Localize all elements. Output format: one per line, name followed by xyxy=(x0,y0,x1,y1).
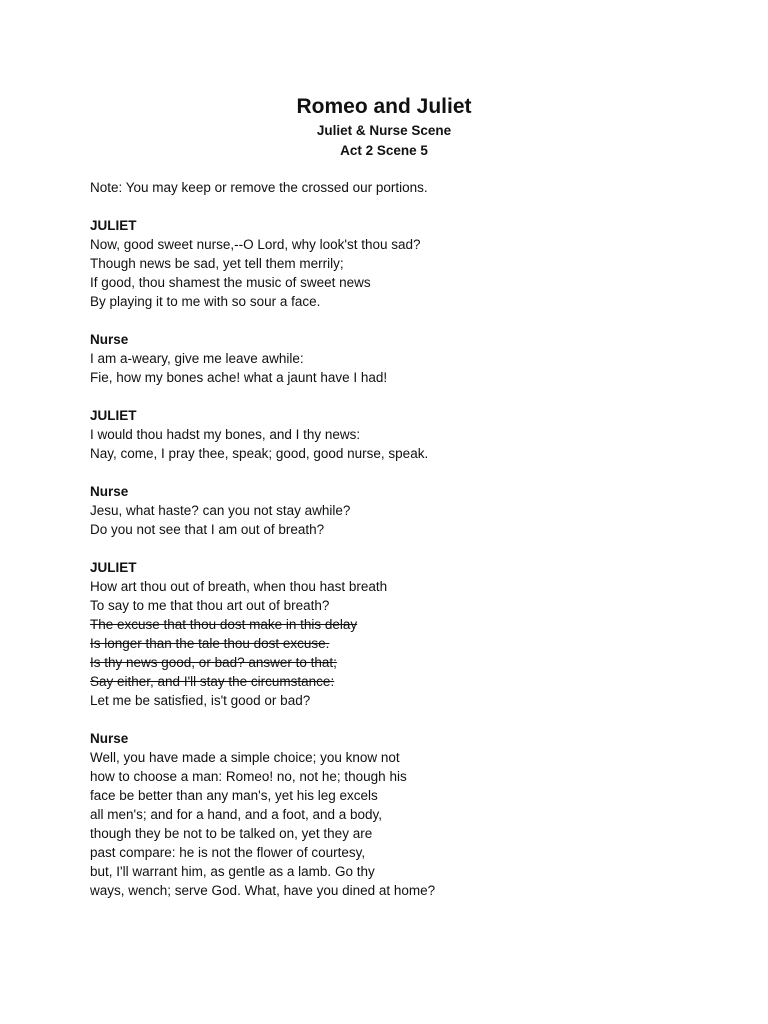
dialogue-line: Nay, come, I pray thee, speak; good, good nurse, speak. xyxy=(90,446,429,461)
dialogue-line: How art thou out of breath, when thou hast breath xyxy=(90,579,388,594)
dialogue-line: all men's; and for a hand, and a foot, and a body, xyxy=(90,807,383,822)
speech-block xyxy=(90,558,690,710)
speaker-name: Nurse xyxy=(90,484,129,499)
speaker-name: JULIET xyxy=(90,218,137,233)
dialogue-line: To say to me that thou art out of breath? xyxy=(90,598,330,613)
dialogue-line: I would thou hadst my bones, and I thy news: xyxy=(90,427,361,442)
speaker-name: Nurse xyxy=(90,731,129,746)
dialogue-line: but, I'll warrant him, as gentle as a lamb. Go thy xyxy=(90,864,375,879)
dialogue-line: Now, good sweet nurse,--O Lord, why look'st thou sad? xyxy=(90,237,421,252)
speaker-name: JULIET xyxy=(90,560,137,575)
dialogue-line: though they be not to be talked on, yet they are xyxy=(90,826,373,841)
dialogue-line: Fie, how my bones ache! what a jaunt have I had! xyxy=(90,370,388,385)
speaker-name: JULIET xyxy=(90,408,137,423)
dialogue-line: Well, you have made a simple choice; you know not xyxy=(90,750,400,765)
struck-dialogue-line: Is thy news good, or bad? answer to that; xyxy=(90,655,337,670)
dialogue-line: how to choose a man: Romeo! no, not he; though his xyxy=(90,769,407,784)
dialogue-line: Though news be sad, yet tell them merrily; xyxy=(90,256,344,271)
dialogue-line: past compare: he is not the flower of courtesy, xyxy=(90,845,366,860)
struck-dialogue-line: The excuse that thou dost make in this delay xyxy=(90,617,358,632)
dialogue-line: If good, thou shamest the music of sweet news xyxy=(90,275,371,290)
document-subtitle: Juliet & Nurse Scene xyxy=(316,123,452,138)
speech-block xyxy=(90,729,690,900)
dialogue-line: face be better than any man's, yet his leg excels xyxy=(90,788,378,803)
document-act-scene: Act 2 Scene 5 xyxy=(340,143,428,158)
dialogue-line: By playing it to me with so sour a face. xyxy=(90,294,321,309)
document-body xyxy=(90,178,690,919)
speech-block xyxy=(90,216,690,311)
dialogue-line: Let me be satisfied, is't good or bad? xyxy=(90,693,311,708)
dialogue-line: I am a-weary, give me leave awhile: xyxy=(90,351,304,366)
dialogue-line: Jesu, what haste? can you not stay awhile? xyxy=(90,503,351,518)
struck-dialogue-line: Is longer than the tale thou dost excuse. xyxy=(90,636,330,651)
speech-block xyxy=(90,482,690,539)
speech-block xyxy=(90,406,690,463)
struck-dialogue-line: Say either, and I'll stay the circumstance: xyxy=(90,674,335,689)
dialogue-line: ways, wench; serve God. What, have you dined at home? xyxy=(90,883,436,898)
document-title: Romeo and Juliet xyxy=(296,95,472,118)
editor-note: Note: You may keep or remove the crossed our portions. xyxy=(90,180,428,195)
speaker-name: Nurse xyxy=(90,332,129,347)
dialogue-line: Do you not see that I am out of breath? xyxy=(90,522,325,537)
document-header xyxy=(0,93,768,161)
script-speeches xyxy=(90,216,690,900)
speech-block xyxy=(90,330,690,387)
